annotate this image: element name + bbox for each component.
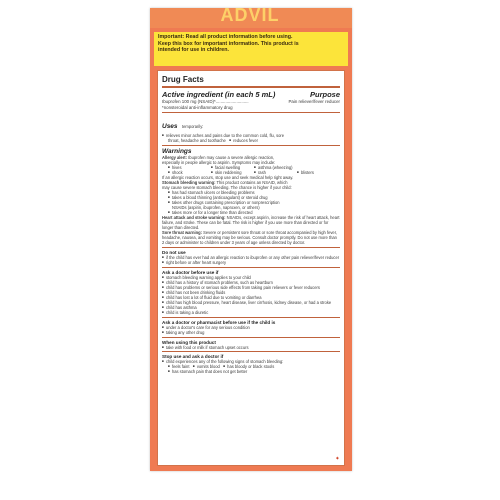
do-not-use-item: ■ right before or after heart surgery [162, 260, 340, 265]
ask-doctor-item: ■ child is taking a diuretic [162, 310, 340, 315]
heart-label: Heart attack and stroke warning: [162, 214, 226, 220]
ask-doctor-item: ■ child has high blood pressure, heart disease, liver cirrhosis, kidney disease, or had a stroke [162, 300, 340, 305]
brand-logo-partial: ADVIL [220, 8, 280, 25]
allergy-text-2: especially in people allergic to aspirin. Symptoms may include: [162, 159, 276, 165]
when-using-heading: When using this product [162, 339, 216, 345]
ask-pharmacist-section [162, 320, 340, 335]
stomach-item: ■ takes a blood thinning (anticoagulant) or steroid drug [162, 195, 340, 200]
divider [162, 145, 340, 146]
divider [162, 86, 340, 88]
do-not-use-item: ■ if the child has ever had an allergic reaction to ibuprofen or any other pain reliever/fever reducer [162, 255, 340, 260]
throat-label: Sore throat warning: [162, 229, 203, 235]
stop-use-sign: ■ feels faint [168, 364, 189, 369]
uses-item: ■ relieves minor aches and pains due to the common cold, flu, sore [162, 133, 340, 138]
stop-use-heading: Stop use and ask a doctor if [162, 354, 224, 360]
ask-doctor-item: ■ child has asthma [162, 305, 340, 310]
stomach-item: ■ has had stomach ulcers or bleeding problems [162, 190, 340, 195]
ask-doctor-item: ■ child has lost a lot of fluid due to vomiting or diarrhea [162, 295, 340, 300]
ask-doctor-heading: Ask a doctor before use if [162, 269, 219, 275]
symptom-item: ■ skin reddening [211, 170, 254, 175]
ingredient-text: Ibuprofen 100 mg (NSAID)* [162, 99, 216, 104]
continued-arrow-icon: ➧ [334, 456, 340, 462]
drug-facts-title: Drug Facts [162, 75, 204, 84]
product-box [150, 8, 352, 471]
uses-item-fever: ■ reduces fever [229, 138, 258, 143]
important-warning-banner [154, 32, 348, 66]
do-not-use-section [162, 250, 340, 265]
ingredient-name [162, 99, 249, 105]
allergy-label: Allergy alert: [162, 154, 188, 160]
allergy-stop: If an allergic reaction occurs, stop use and seek medical help right away. [162, 174, 294, 180]
stop-use-sign: ■ vomits blood [193, 364, 220, 369]
ingredient-leader-dots: ........................... [215, 99, 249, 104]
ask-pharmacist-item: ■ taking any other drug [162, 330, 340, 335]
symptom-item: ■ rash [254, 170, 297, 175]
stomach-text-1: This product contains an NSAID, which [216, 179, 288, 185]
do-not-use-heading: Do not use [162, 249, 186, 255]
uses-item-cont [162, 138, 340, 143]
uses-heading: Uses [162, 123, 178, 130]
nsaid-note: *nonsteroidal anti-inflammatory drug [162, 104, 233, 110]
divider [162, 317, 340, 318]
symptom-item: ■ hives [168, 165, 211, 170]
banner-line-1: Important: Read all product information before using. [158, 34, 293, 40]
divider [162, 267, 340, 268]
allergy-text-1: Ibuprofen may cause a severe allergic reaction, [188, 154, 275, 160]
warnings-heading: Warnings [162, 147, 192, 155]
stomach-item: ■ takes other drugs containing prescription or nonprescription [162, 200, 340, 205]
stop-use-item: ■ has stomach pain that does not get better [162, 369, 340, 374]
stomach-item-cont: NSAIDs (aspirin, ibuprofen, naproxen, or others) [172, 204, 260, 210]
symptom-item: ■ asthma (wheezing) [254, 165, 297, 170]
throat-text: Severe or persistent sore throat or sore throat accompanied by high fever, headache, nausea, and vomiting may be serious. Consult doctor promptly. Do not use more than 2 days or administer to children under 3 years of age unless directed by doctor. [162, 229, 337, 245]
symptom-item: ■ shock [168, 170, 211, 175]
divider [162, 112, 340, 113]
ingredient-purpose: Pain reliever/fever reducer [288, 99, 340, 104]
active-ingredient-heading: Active ingredient (in each 5 mL) [162, 90, 276, 99]
heart-warning [162, 215, 340, 230]
divider [162, 337, 340, 338]
banner-line-2: Keep this box for important information. This product is [158, 40, 299, 47]
stop-use-intro: ■ child experiences any of the following signs of stomach bleeding: [162, 359, 340, 364]
box-top-flap [150, 8, 352, 28]
ask-doctor-section [162, 270, 340, 315]
ask-pharmacist-item: ■ under a doctor's care for any serious condition [162, 325, 340, 330]
when-using-section [162, 340, 340, 350]
uses-section [162, 115, 340, 143]
active-ingredient-header [162, 90, 340, 99]
warnings-section [162, 148, 340, 245]
ask-doctor-item: ■ child has a history of stomach problems, such as heartburn [162, 280, 340, 285]
divider [162, 351, 340, 352]
divider [162, 247, 340, 248]
stomach-item: ■ takes more or for a longer time than directed [162, 210, 340, 215]
ask-doctor-item: ■ child has problems or serious side effects from taking pain relievers or fever reducers [162, 285, 340, 290]
when-using-item: ■ take with food or milk if stomach upset occurs [162, 345, 340, 350]
ask-pharmacist-heading: Ask a doctor or pharmacist before use if the child is [162, 319, 276, 325]
symptom-item: ■ blisters [297, 170, 340, 175]
heart-text: NSAIDs, except aspirin, increase the risk of heart attack, heart failure, and stroke. These can be fatal. The risk is higher if you use more than directed or for longer than directed. [162, 214, 340, 230]
stop-use-section [162, 354, 340, 374]
stop-use-sign: ■ has bloody or black stools [223, 364, 274, 369]
stomach-text-2: may cause severe stomach bleeding. The chance is higher if your child: [162, 184, 292, 190]
symptoms-list [162, 165, 340, 175]
purpose-heading: Purpose [309, 90, 340, 99]
banner-line-3: intended for use in children. [158, 47, 229, 54]
uses-line-2: throat, headache and toothache [168, 137, 226, 143]
throat-warning [162, 230, 340, 245]
stomach-label: Stomach bleeding warning: [162, 179, 216, 185]
uses-temporarily: temporarily: [182, 124, 204, 129]
ask-doctor-item: ■ stomach bleeding warning applies to your child [162, 275, 340, 280]
ask-doctor-item: ■ child has not been drinking fluids [162, 290, 340, 295]
drug-facts-panel [157, 70, 345, 466]
symptom-item: ■ facial swelling [211, 165, 254, 170]
